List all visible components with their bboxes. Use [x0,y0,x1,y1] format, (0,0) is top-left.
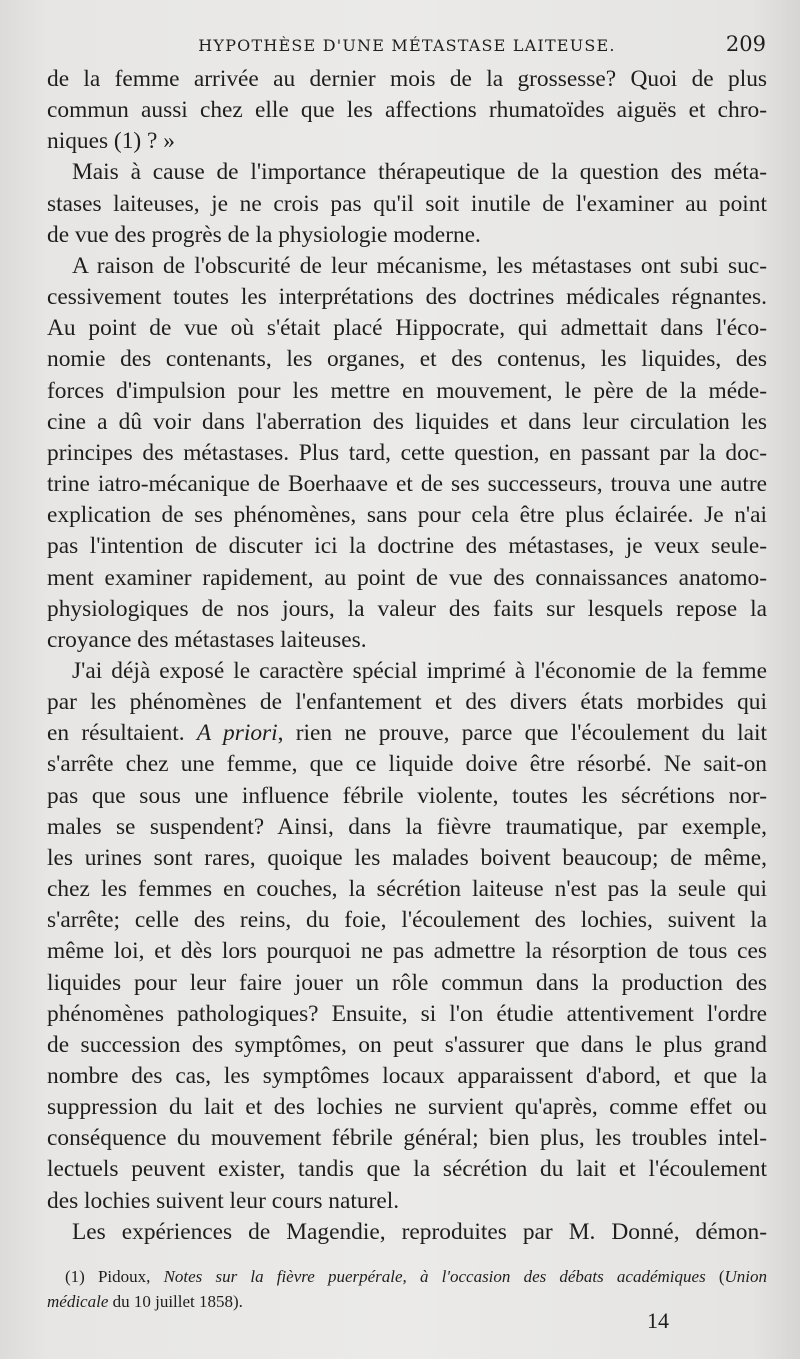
text-line: forces d'impulsion pour les mettre en mouvement, le père de la méde- [47,377,767,404]
footnote-italic: Union [724,1267,768,1286]
text-line: cessivement toutes les interprétations des doctrines médicales régnantes. [47,284,767,311]
text-line: suppression du lait et des lochies ne survient qu'après, comme effet ou [47,1094,767,1121]
text-line: ment examiner rapidement, au point de vue des connaissances anatomo- [47,564,767,591]
text-line: les urines sont rares, quoique les malades boivent beaucoup; de même, [47,844,767,871]
text-line: de succession des symptômes, on peut s'assurer que dans le plus grand [47,1031,767,1058]
text-line: lectuels peuvent exister, tandis que la sécrétion du lait et l'écoulement [47,1156,767,1183]
text-line: cine a dû voir dans l'aberration des liquides et dans leur circulation les [47,408,767,435]
text-line: Mais à cause de l'importance thérapeutique de la question des méta- [72,159,767,186]
text-line: commun aussi chez elle que les affections rhumatoïdes aiguës et chro- [47,97,767,124]
footnote-italic: médicale [47,1292,109,1311]
text-line: conséquence du mouvement fébrile général; bien plus, les troubles intel- [47,1125,767,1152]
text-line: explication de ses phénomènes, sans pour cela être plus éclairée. Je n'ai [47,502,767,529]
body-text [47,64,767,1248]
text-line: Les expériences de Magendie, reproduites par M. Donné, démon- [72,1218,767,1245]
signature-mark: 14 [647,1308,669,1333]
text-line: croyance des métastases laiteuses. [47,626,367,653]
text-line: niques (1) ? » [47,128,175,155]
text-segment: en résultaient. [47,720,197,747]
footnote [47,1264,767,1314]
running-head [48,34,766,62]
text-line: même loi, et dès lors pourquoi ne pas admettre la résorption de tous ces [47,938,767,965]
text-line: pas que sous une influence fébrile violente, toutes les sécrétions nor- [47,782,767,809]
footnote-segment: du 10 juillet 1858). [108,1292,243,1311]
footnote-line [47,1264,767,1289]
text-segment: , rien ne prouve, parce que l'écoulement du lait [277,720,768,747]
text-line: J'ai déjà exposé le caractère spécial imprimé à l'économie de la femme [72,657,767,684]
text-line: nombre des cas, les symptômes locaux apparaissent d'abord, et que la [47,1063,767,1089]
text-line-with-italic [47,718,767,749]
text-line: des lochies suivent leur cours naturel. [47,1187,400,1214]
footnote-segment: ( [705,1267,725,1286]
text-line: males se suspendent? Ainsi, dans la fièvre traumatique, par exemple, [47,813,767,840]
text-line: phénomènes pathologiques? Ensuite, si l'on étudie attentivement l'ordre [47,1000,767,1027]
running-title: HYPOTHÈSE D'UNE MÉTASTASE LAITEUSE. [198,36,616,55]
text-line: Au point de vue où s'était placé Hippocrate, qui admettait dans l'éco- [47,315,767,342]
text-line: pas l'intention de discuter ici la doctrine des métastases, je veux seule- [47,533,767,560]
text-line: par les phénomènes de l'enfantement et des divers états morbides qui [47,689,767,716]
text-line: de la femme arrivée au dernier mois de la grossesse? Quoi de plus [47,66,767,92]
text-line: s'arrête chez une femme, que ce liquide doive être résorbé. Ne sait-on [47,751,767,778]
text-line: principes des métastases. Plus tard, cette question, en passant par la doc- [47,439,767,466]
text-line: s'arrête; celle des reins, du foie, l'écoulement des lochies, suivent la [47,907,767,934]
text-line: trine iatro-mécanique de Boerhaave et de ses successeurs, trouva une autre [47,471,767,498]
text-line: liquides pour leur faire jouer un rôle commun dans la production des [47,969,767,996]
text-line: chez les femmes en couches, la sécrétion laiteuse n'est pas la seule qui [47,876,767,903]
text-line: A raison de l'obscurité de leur mécanisme, les métastases ont subi suc- [72,252,767,279]
text-line: stases laiteuses, je ne crois pas qu'il soit inutile de l'examiner au point [47,190,767,217]
text-line: nomie des contenants, les organes, et des contenus, les liquides, des [47,346,767,373]
footnote-segment: (1) Pidoux, [65,1267,164,1286]
text-line: de vue des progrès de la physiologie moderne. [47,221,481,248]
page-number: 209 [725,32,766,56]
italic-phrase: A priori [196,720,278,747]
text-line: physiologiques de nos jours, la valeur des faits sur lesquels repose la [47,595,767,622]
footnote-italic: Notes sur la fièvre puerpérale, à l'occasion des débats académiques [163,1267,706,1286]
